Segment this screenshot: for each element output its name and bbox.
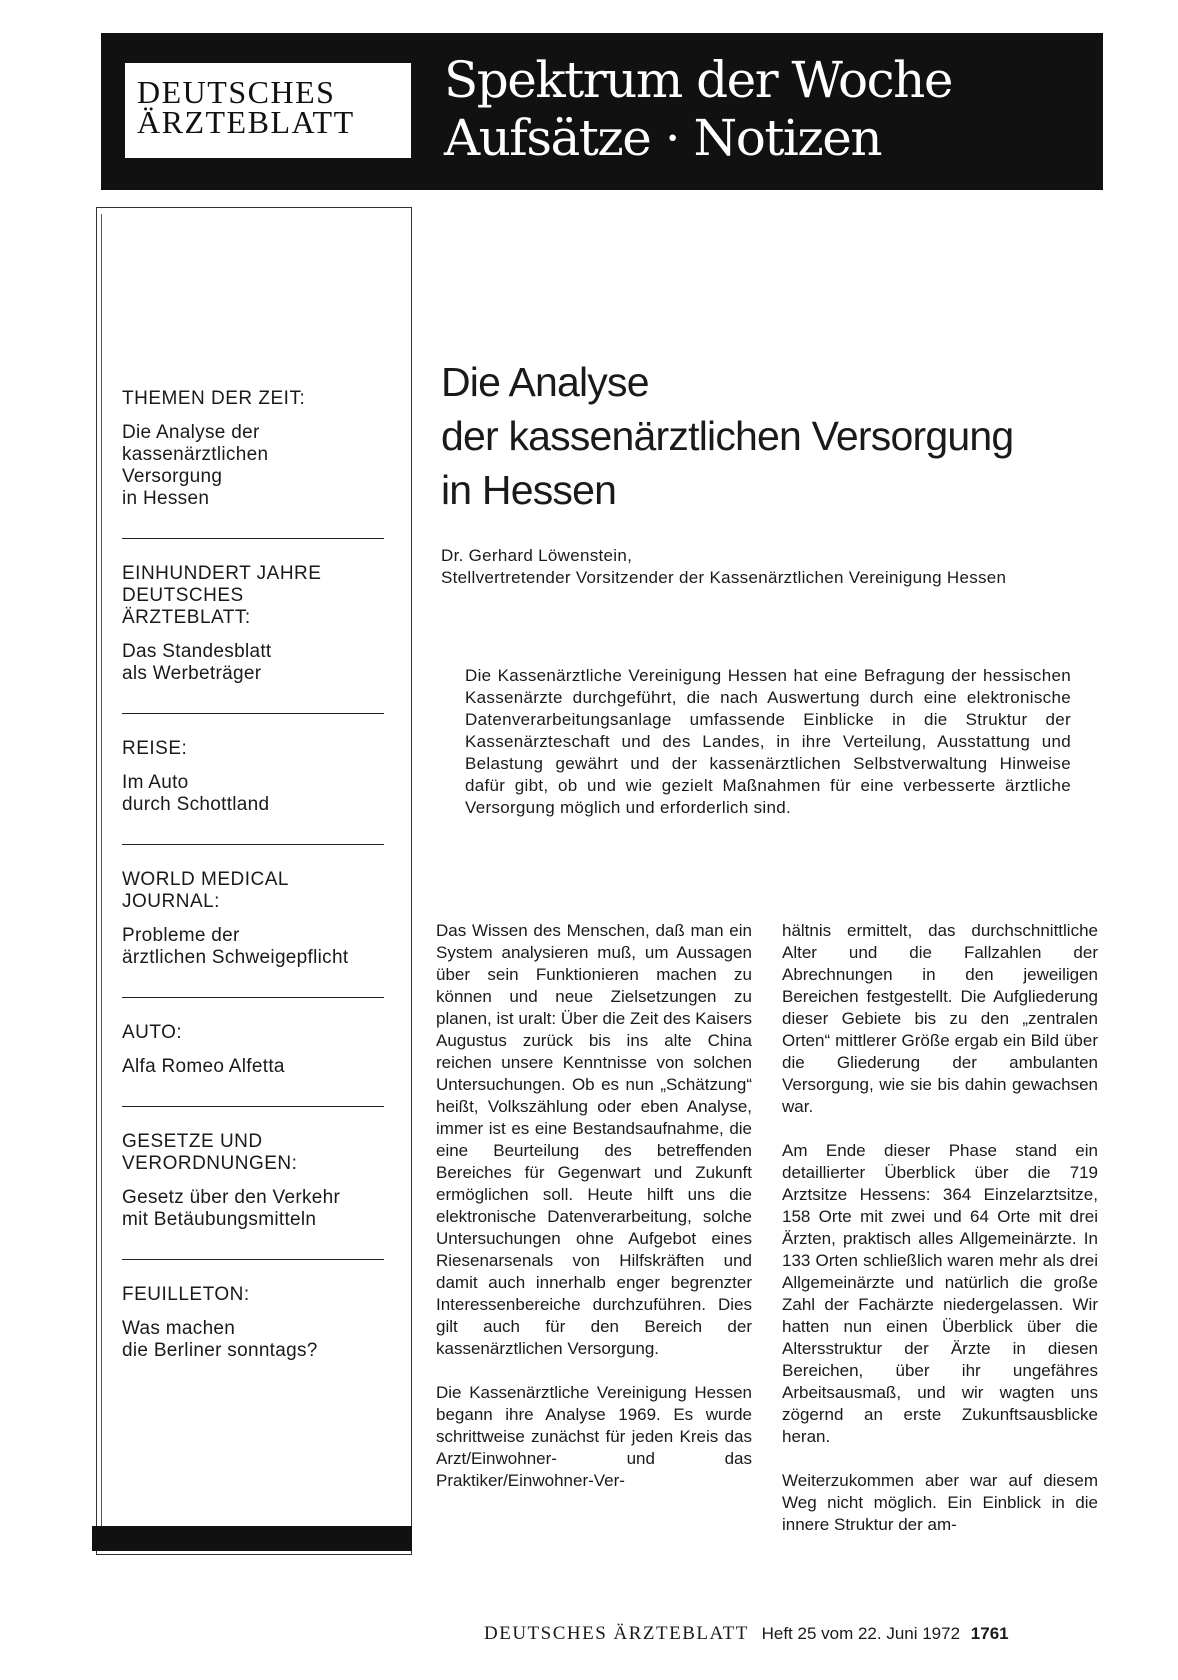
- toc-category: FEUILLETON:: [122, 1284, 250, 1305]
- logo-line-1: DEUTSCHES: [137, 74, 336, 110]
- toc-section-auto[interactable]: [122, 1022, 402, 1078]
- toc-topic: Was machen die Berliner sonntags?: [122, 1318, 318, 1361]
- body-paragraph: hältnis ermittelt, das durchschnittliche Alter und die Fallzahlen der Abrechnungen in den jeweiligen Bereichen festgestellt. Die Aufgliederung dieser Gebiete bis zu den „zentralen Orten“ mittlerer Größe ergab ein Bild über die Gliederung der ambulanten Versorgung, wie sie bis dahin gewachsen war.: [782, 921, 1098, 1116]
- toc-category: AUTO:: [122, 1022, 183, 1043]
- toc-section-world-medical-journal[interactable]: [122, 869, 402, 969]
- toc-topic: Probleme der ärztlichen Schweigepflicht: [122, 925, 349, 968]
- body-paragraph: Das Wissen des Menschen, daß man ein System analysieren muß, um Aussagen über sein Funktionieren machen zu können und neue Zielsetzungen zu planen, ist uralt: Über die Zeit des Kaisers Augustus zurück bis ins alte China reichen unsere Kenntnisse von solchen Untersuchungen. Ob es nun „Schätzung“ heißt, Volkszählung oder eben Analyse, immer ist es eine Bestandsaufnahme, die eine Beurteilung des betreffenden Bereiches für Gegenwart und Zukunft ermöglichen soll. Heute hilft uns die elektronische Datenverarbeitung, solche Untersuchungen ohne Aufgebot eines Riesenarsenals von Hilfskräften und damit auch innerhalb enger begrenzter Interessenbereiche durchzuführen. Dies gilt auch für den Bereich der kassenärztlichen Versorgung.: [436, 921, 752, 1358]
- toc-divider: [122, 1259, 384, 1260]
- toc-divider: [122, 844, 384, 845]
- toc-category: GESETZE UND VERORDNUNGEN:: [122, 1131, 298, 1174]
- toc-topic: Alfa Romeo Alfetta: [122, 1056, 285, 1077]
- author-name: Dr. Gerhard Löwenstein,: [441, 546, 633, 565]
- section-title-line-2: Aufsätze · Notizen: [444, 109, 882, 167]
- toc-topic: Gesetz über den Verkehr mit Betäubungsmitteln: [122, 1187, 341, 1230]
- byline: [441, 545, 1101, 589]
- page-number: 1761: [970, 1624, 1009, 1643]
- toc-topic: Das Standesblatt als Werbeträger: [122, 641, 272, 684]
- body-paragraph: Am Ende dieser Phase stand ein detaillierter Überblick über die 719 Arztsitze Hessens: 364 Einzelarztsitze, 158 Orte mit zwei und 64 Orte mit drei Ärzten, praktisch alles Allgemeinärzte. In 133 Orten schließlich waren mehr als drei Allgemeinärzte und natürlich die große Zahl der Fachärzte niedergelassen. Wir hatten nun einen Überblick über die Altersstruktur der Ärzte in diesen Bereichen, über ihr ungefähres Arbeitsausmaß, und wir wagten uns zögernd an erste Zukunftsausblicke heran.: [782, 1141, 1098, 1446]
- page-footer: [484, 1623, 1009, 1645]
- toc-section-reise[interactable]: [122, 738, 402, 816]
- body-paragraph: Die Kassenärztliche Vereinigung Hessen begann ihre Analyse 1969. Es wurde schrittweise zunächst für jeden Kreis das Arzt/Einwohner- und das Praktiker/Einwohner-Ver-: [436, 1383, 752, 1490]
- sidebar-bottom-bar: [92, 1526, 412, 1551]
- toc-section-einhundert-jahre[interactable]: [122, 563, 402, 685]
- article-headline: Die Analyse der kassenärztlichen Versorgung in Hessen: [441, 359, 1014, 513]
- toc-category: THEMEN DER ZEIT:: [122, 388, 306, 409]
- body-paragraph: Weiterzukommen aber war auf diesem Weg nicht möglich. Ein Einblick in die innere Struktur der am-: [782, 1471, 1098, 1534]
- section-title: [444, 51, 952, 167]
- toc-section-themen[interactable]: [122, 388, 402, 510]
- header-banner: [101, 33, 1103, 190]
- toc-category: WORLD MEDICAL JOURNAL:: [122, 869, 289, 912]
- table-of-contents: [122, 388, 402, 1362]
- section-title-line-1: Spektrum der Woche: [444, 51, 952, 109]
- author-role: Stellvertretender Vorsitzender der Kassenärztlichen Vereinigung Hessen: [441, 568, 1007, 587]
- logo-line-2: ÄRZTEBLATT: [137, 104, 355, 140]
- journal-logo: [125, 63, 411, 158]
- toc-category: REISE:: [122, 738, 188, 759]
- toc-divider: [122, 538, 384, 539]
- body-column-2: [782, 920, 1098, 1558]
- body-column-1: [436, 920, 752, 1514]
- toc-divider: [122, 997, 384, 998]
- toc-topic: Die Analyse der kassenärztlichen Versorgung in Hessen: [122, 422, 269, 509]
- toc-section-gesetze[interactable]: [122, 1131, 402, 1231]
- footer-issue: Heft 25 vom 22. Juni 1972: [761, 1624, 961, 1643]
- toc-divider: [122, 1106, 384, 1107]
- footer-journal-name: DEUTSCHES ÄRZTEBLATT: [484, 1623, 749, 1644]
- toc-category: EINHUNDERT JAHRE DEUTSCHES ÄRZTEBLATT:: [122, 563, 322, 628]
- sidebar-divider-line: [101, 214, 102, 1544]
- toc-topic: Im Auto durch Schottland: [122, 772, 270, 815]
- toc-divider: [122, 713, 384, 714]
- toc-section-feuilleton[interactable]: [122, 1284, 402, 1362]
- article-abstract: Die Kassenärztliche Vereinigung Hessen hat eine Befragung der hessischen Kassenärzte durchgeführt, die nach Auswertung durch eine elektronische Datenverarbeitungsanlage umfassende Einblicke in die Struktur der Kassenärzteschaft und des Landes, in ihre Verteilung, Ausstattung und Belastung gewährt und der kassenärztlichen Selbstverwaltung Hinweise dafür gibt, ob und wie gezielt Maßnahmen für eine verbesserte ärztliche Versorgung möglich und erforderlich sind.: [465, 666, 1071, 817]
